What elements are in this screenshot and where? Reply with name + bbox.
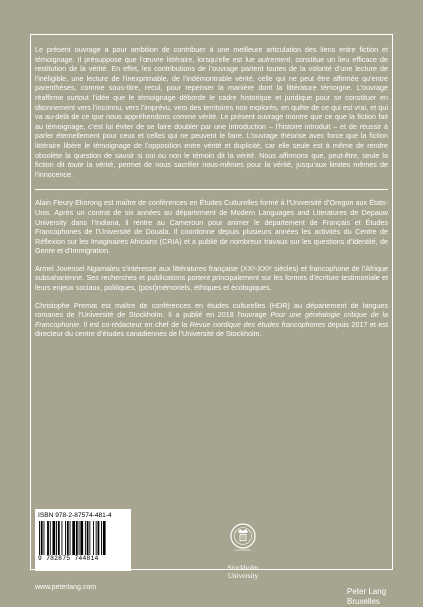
isbn-number: ISBN 978-2-87574-481-4 — [38, 512, 112, 519]
bio-ngamaleu: Armel Jovensel Ngamaleu s’intéresse aux littératures française (XXᵉ-XXIᵉ siècles) et francophone de l’Afrique subsaharienne. Ses recherches et publications portent principalement sur les formes d’écriture testimoniale et leurs enjeux sociaux, politiques, (post)mémoriels, éthiques et écologiques. — [35, 263, 388, 293]
bio-premat-text-3: depuis 2017 et est directeur du centre d’études canadiennes de l’Université de Stockholm. — [35, 319, 388, 339]
blurb-text-1: Le présent ouvrage a pour ambition de contribuer à une meilleure articulation des liens entre fiction et témoignage. Il présuppose que l’œuvre littéraire, lorsqu’elle est lue — [35, 45, 388, 64]
blurb-paragraph — [35, 45, 388, 179]
publisher-imprint — [347, 587, 423, 607]
back-cover-content — [31, 45, 392, 347]
university-name — [213, 564, 273, 580]
bio-premat-title-1: Pour une généalogie critique de la Francophonie — [35, 310, 388, 329]
section-divider — [35, 189, 388, 190]
bio-premat-title-2: Revue nordique des études francophones — [189, 319, 326, 329]
cover-frame — [30, 34, 393, 606]
university-name-line1: Stockholm — [227, 564, 259, 572]
blurb-emphasis-1: autrement — [257, 54, 291, 64]
blurb-text-2: , constitue un lieu efficace de restitution de la vérité. En effet, les contributions de l’ouvrage partent toutes de la volonté d’une lecture de l’inéligible, une lecture de l’inexprimable, de l’indémontrable vérité, celle qui ne peut être affirmée qu’entre parenthèses, comme sous-titre, recul, pour repenser la manière dont la littérature témoigne. L’ouvrage réaffirme surtout l’idée que le témoignage déborde le cadre historique et juridique pour se constituer en tâtonnement vers l’inconnu, vers l’imprévu, vers des territoires non explorés, en quête de ce qui est vrai, et qui va au-delà de ce que nous appréhendons comme vérité. Le présent ouvrage montre que ce que la fiction fait au témoignage, c’est lui éviter de se faire doubler par une introduction – l’histoire introduit – et de réussir à parler éternellement pour ceux et celles qui ne peuvent le faire. L’ouvrage théorise avec force que la fiction littéraire libère le témoignage de l’opposition entre vérité et duplicité, car elle seule est à même de rendre obsolète la question de savoir si oui ou non le témoin dit la vérité. Nous affirmons que, peut-être, seule la fiction dit — [35, 54, 388, 170]
bio-premat — [35, 301, 388, 339]
university-name-line2: University — [227, 572, 259, 580]
stockholm-university-logo — [213, 523, 273, 580]
bio-premat-text-1: Christophe Premat est maître de conférences en études culturelles (HDR) au département de langues romanes de l’Université de Stockholm. Il a publié en 2018 l’ouvrage — [35, 300, 388, 320]
bio-premat-text-2: . Il est co-rédacteur en chef de la — [78, 319, 190, 329]
publisher-name: Peter Lang — [347, 587, 387, 596]
blurb-text-3: la vérité, permet de nous sacrifier nous-mêmes pour la vérité, jusqu’aux limites mêmes de l’innocence. — [35, 160, 388, 179]
barcode-bars — [38, 521, 128, 555]
publisher-website: www.peterlang.com — [35, 584, 97, 591]
barcode-digits: 9 782875 744814 — [38, 555, 99, 562]
publisher-city: Bruxelles — [347, 597, 380, 606]
bio-ekorong: Alain Fleury Ekorong est maître de conférences en Études Culturelles formé à l’Université d’Oregon aux États-Unis. Après un contrat de six années au département de Modern Languages and Literatures de Depauw University dans l’Indiana, il rentre au Cameroun pour animer le département de Français et Études Francophones de l’Université de Douala. Il coordonne depuis plusieurs années les activités du Centre de Réflexion sur les Imaginaires Africains (CRIA) et a publié de nombreux travaux sur les questions d’Identité, de Genre et d’Immigration. — [35, 198, 388, 256]
university-crest-icon — [229, 523, 257, 557]
blurb-emphasis-2: toute — [67, 160, 84, 170]
isbn-barcode — [35, 509, 131, 571]
